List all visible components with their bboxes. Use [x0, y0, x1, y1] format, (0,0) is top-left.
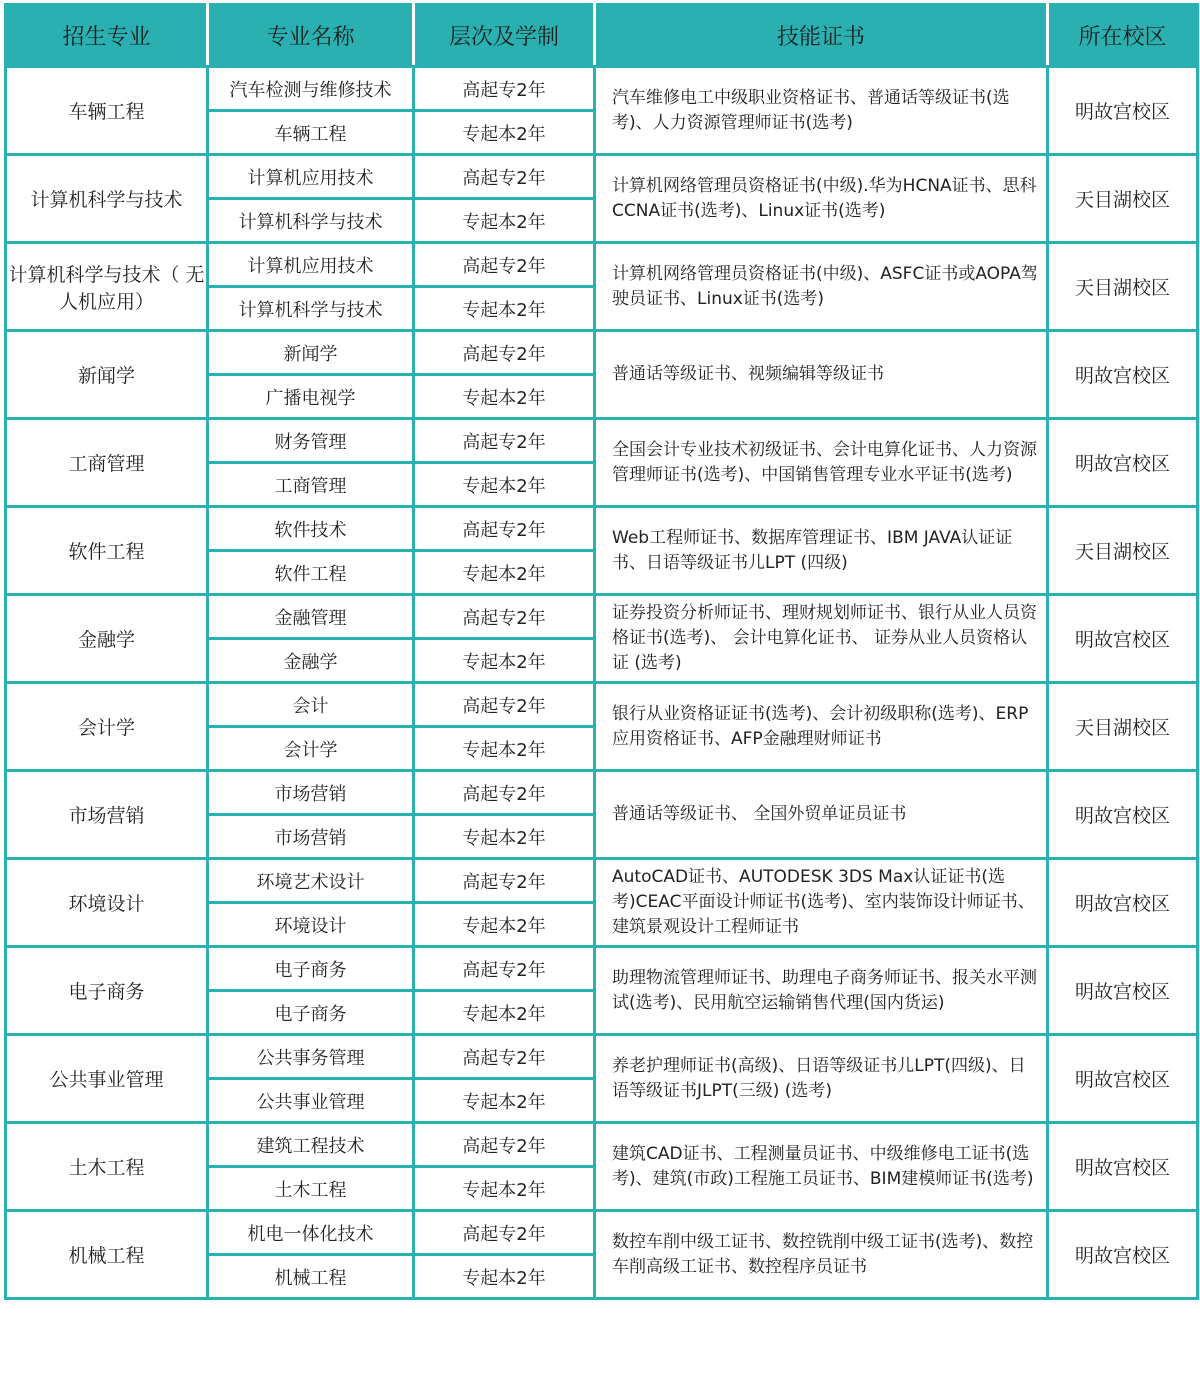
program-table-container	[4, 3, 1196, 1300]
level-cell: 专起本2年	[414, 991, 595, 1035]
table-row	[6, 155, 1198, 199]
certificates-cell: 数控车削中级工证书、数控铣削中级工证书(选考)、数控车削高级工证书、数控程序员证书	[595, 1211, 1048, 1299]
level-cell: 高起专2年	[414, 243, 595, 287]
program-name-cell: 汽车检测与维修技术	[208, 67, 414, 111]
table-row	[6, 1123, 1198, 1167]
program-name-cell: 软件技术	[208, 507, 414, 551]
major-cell: 计算机科学与技术（ 无人机应用）	[6, 243, 208, 331]
level-cell: 专起本2年	[414, 1167, 595, 1211]
major-cell: 市场营销	[6, 771, 208, 859]
level-cell: 专起本2年	[414, 199, 595, 243]
program-name-cell: 广播电视学	[208, 375, 414, 419]
major-cell: 机械工程	[6, 1211, 208, 1299]
level-cell: 高起专2年	[414, 155, 595, 199]
header-major: 招生专业	[6, 5, 208, 67]
level-cell: 专起本2年	[414, 815, 595, 859]
major-cell: 工商管理	[6, 419, 208, 507]
program-name-cell: 工商管理	[208, 463, 414, 507]
program-name-cell: 市场营销	[208, 815, 414, 859]
campus-cell: 明故宫校区	[1048, 947, 1198, 1035]
level-cell: 专起本2年	[414, 1255, 595, 1299]
program-name-cell: 公共事务管理	[208, 1035, 414, 1079]
campus-cell: 明故宫校区	[1048, 1123, 1198, 1211]
campus-cell: 天目湖校区	[1048, 507, 1198, 595]
table-row	[6, 947, 1198, 991]
major-cell: 电子商务	[6, 947, 208, 1035]
table-row	[6, 859, 1198, 903]
table-row	[6, 331, 1198, 375]
major-cell: 新闻学	[6, 331, 208, 419]
program-name-cell: 电子商务	[208, 947, 414, 991]
table-row	[6, 243, 1198, 287]
table-row	[6, 771, 1198, 815]
certificates-cell: 计算机网络管理员资格证书(中级).华为HCNA证书、思科CCNA证书(选考)、Linux证书(选考)	[595, 155, 1048, 243]
level-cell: 高起专2年	[414, 859, 595, 903]
table-row	[6, 419, 1198, 463]
header-program-name: 专业名称	[208, 5, 414, 67]
major-cell: 软件工程	[6, 507, 208, 595]
level-cell: 专起本2年	[414, 727, 595, 771]
level-cell: 高起专2年	[414, 683, 595, 727]
campus-cell: 明故宫校区	[1048, 595, 1198, 683]
program-name-cell: 新闻学	[208, 331, 414, 375]
certificates-cell: 全国会计专业技术初级证书、会计电算化证书、人力资源管理师证书(选考)、中国销售管理专业水平证书(选考)	[595, 419, 1048, 507]
level-cell: 高起专2年	[414, 595, 595, 639]
campus-cell: 天目湖校区	[1048, 243, 1198, 331]
header-campus: 所在校区	[1048, 5, 1198, 67]
program-name-cell: 市场营销	[208, 771, 414, 815]
certificates-cell: 计算机网络管理员资格证书(中级)、ASFC证书或AOPA驾驶员证书、Linux证书(选考)	[595, 243, 1048, 331]
level-cell: 高起专2年	[414, 507, 595, 551]
table-row	[6, 683, 1198, 727]
program-table	[4, 3, 1199, 1300]
program-name-cell: 计算机科学与技术	[208, 287, 414, 331]
header-certificates: 技能证书	[595, 5, 1048, 67]
campus-cell: 明故宫校区	[1048, 771, 1198, 859]
program-name-cell: 土木工程	[208, 1167, 414, 1211]
program-name-cell: 建筑工程技术	[208, 1123, 414, 1167]
major-cell: 会计学	[6, 683, 208, 771]
major-cell: 公共事业管理	[6, 1035, 208, 1123]
table-body	[6, 67, 1198, 1299]
level-cell: 高起专2年	[414, 1211, 595, 1255]
level-cell: 专起本2年	[414, 287, 595, 331]
campus-cell: 明故宫校区	[1048, 67, 1198, 155]
major-cell: 土木工程	[6, 1123, 208, 1211]
header-row	[6, 5, 1198, 67]
table-row	[6, 595, 1198, 639]
campus-cell: 明故宫校区	[1048, 419, 1198, 507]
level-cell: 专起本2年	[414, 551, 595, 595]
level-cell: 专起本2年	[414, 463, 595, 507]
program-name-cell: 金融学	[208, 639, 414, 683]
level-cell: 专起本2年	[414, 639, 595, 683]
major-cell: 计算机科学与技术	[6, 155, 208, 243]
program-name-cell: 财务管理	[208, 419, 414, 463]
program-name-cell: 车辆工程	[208, 111, 414, 155]
major-cell: 车辆工程	[6, 67, 208, 155]
certificates-cell: 养老护理师证书(高级)、日语等级证书儿LPT(四级)、日语等级证书JLPT(三级) (选考)	[595, 1035, 1048, 1123]
level-cell: 高起专2年	[414, 947, 595, 991]
certificates-cell: 汽车维修电工中级职业资格证书、普通话等级证书(选考)、人力资源管理师证书(选考)	[595, 67, 1048, 155]
campus-cell: 明故宫校区	[1048, 859, 1198, 947]
campus-cell: 明故宫校区	[1048, 331, 1198, 419]
program-name-cell: 会计	[208, 683, 414, 727]
level-cell: 专起本2年	[414, 111, 595, 155]
level-cell: 高起专2年	[414, 1035, 595, 1079]
certificates-cell: 普通话等级证书、视频编辑等级证书	[595, 331, 1048, 419]
campus-cell: 天目湖校区	[1048, 155, 1198, 243]
table-row	[6, 1211, 1198, 1255]
program-name-cell: 计算机应用技术	[208, 243, 414, 287]
level-cell: 高起专2年	[414, 419, 595, 463]
campus-cell: 天目湖校区	[1048, 683, 1198, 771]
level-cell: 专起本2年	[414, 375, 595, 419]
campus-cell: 明故宫校区	[1048, 1035, 1198, 1123]
header-level: 层次及学制	[414, 5, 595, 67]
program-name-cell: 公共事业管理	[208, 1079, 414, 1123]
program-name-cell: 计算机科学与技术	[208, 199, 414, 243]
certificates-cell: 助理物流管理师证书、助理电子商务师证书、报关水平测试(选考)、民用航空运输销售代理(国内货运)	[595, 947, 1048, 1035]
table-row	[6, 1035, 1198, 1079]
program-name-cell: 机电一体化技术	[208, 1211, 414, 1255]
major-cell: 环境设计	[6, 859, 208, 947]
certificates-cell: 建筑CAD证书、工程测量员证书、中级维修电工证书(选考)、建筑(市政)工程施工员证书、BIM建模师证书(选考)	[595, 1123, 1048, 1211]
table-row	[6, 507, 1198, 551]
certificates-cell: AutoCAD证书、AUTODESK 3DS Max认证证书(选考)CEAC平面设计师证书(选考)、室内装饰设计师证书、建筑景观设计工程师证书	[595, 859, 1048, 947]
level-cell: 专起本2年	[414, 903, 595, 947]
table-row	[6, 67, 1198, 111]
program-name-cell: 软件工程	[208, 551, 414, 595]
level-cell: 高起专2年	[414, 67, 595, 111]
certificates-cell: 普通话等级证书、 全国外贸单证员证书	[595, 771, 1048, 859]
level-cell: 专起本2年	[414, 1079, 595, 1123]
program-name-cell: 会计学	[208, 727, 414, 771]
certificates-cell: 证券投资分析师证书、理财规划师证书、银行从业人员资格证书(选考)、 会计电算化证书、 证券从业人员资格认证 (选考)	[595, 595, 1048, 683]
certificates-cell: Web工程师证书、数据库管理证书、IBM JAVA认证证书、日语等级证书儿LPT (四级)	[595, 507, 1048, 595]
program-name-cell: 金融管理	[208, 595, 414, 639]
level-cell: 高起专2年	[414, 771, 595, 815]
program-name-cell: 环境艺术设计	[208, 859, 414, 903]
certificates-cell: 银行从业资格证证书(选考)、会计初级职称(选考)、ERP应用资格证书、AFP金融理财师证书	[595, 683, 1048, 771]
level-cell: 高起专2年	[414, 1123, 595, 1167]
level-cell: 高起专2年	[414, 331, 595, 375]
campus-cell: 明故宫校区	[1048, 1211, 1198, 1299]
program-name-cell: 计算机应用技术	[208, 155, 414, 199]
program-name-cell: 电子商务	[208, 991, 414, 1035]
major-cell: 金融学	[6, 595, 208, 683]
program-name-cell: 机械工程	[208, 1255, 414, 1299]
program-name-cell: 环境设计	[208, 903, 414, 947]
